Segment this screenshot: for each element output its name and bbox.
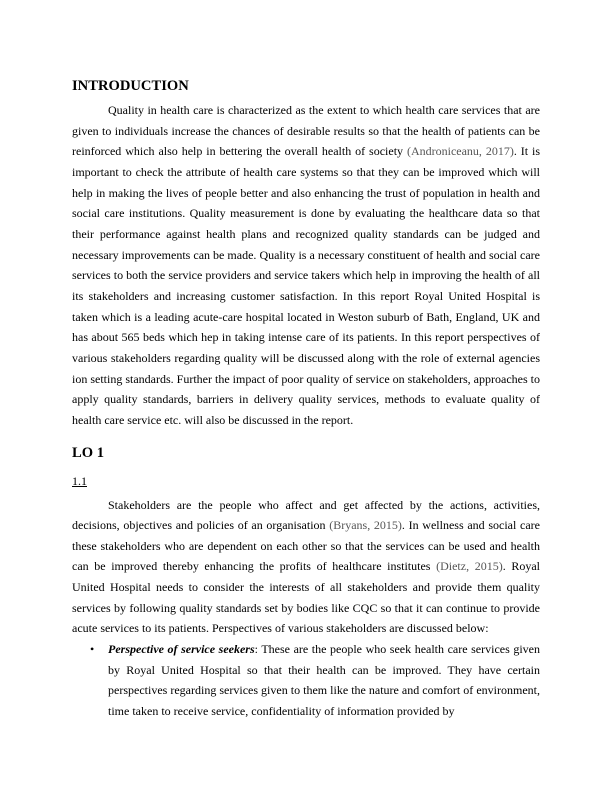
lo1-text-1: Stakeholders are the people who affect and get affected by the actions, activities, decisions, objectives and policies of an organisation [72,497,540,533]
lo1-text-2: . In wellness and social care these stakeholders who are dependent on each other so that the services can be used and health can be improved thereby enhancing the profits of healthcare institutes [72,518,540,574]
lo1-text-3: . Royal United Hospital needs to consider the interests of all stakeholders and provide them quality services by following quality standards set by bodies like CQC so that it can continue to provide acute services to its patients. Perspectives of various stakeholders are discussed below: [72,559,540,636]
stakeholder-perspective-list [72,639,540,722]
document-page [72,76,540,722]
citation-bryans: (Bryans, 2015) [329,518,402,533]
list-item [90,639,541,722]
introduction-heading: INTRODUCTION [72,78,189,94]
section-1-1-heading: 1.1 [72,473,87,488]
intro-text-2: . It is important to check the attribute of health care systems so that they can be improved which will help in making the lives of people better and also enhancing the trust of population in health and social care institutions. Quality measurement is done by evaluating the healthcare data so that their performance against health plans and recognized quality standards can be judged and necessary improvements can be made. Quality is a necessary constituent of health and social care services to both the service providers and service takers which help in improving the health of all its stakeholders and increasing customer satisfaction. In this report Royal United Hospital is taken which is a leading acute-care hospital located in Weston suburb of Bath, England, UK and has about 565 beds which hep in taking intense care of its patients. In this report perspectives of various stakeholders regarding quality will be discussed along with the role of external agencies ion setting standards. Further the impact of poor quality of service on stakeholders, approaches to apply quality standards, barriers in delivery quality services, methods to evaluate quality of health care service etc. will also be discussed in the report. [72,144,541,427]
citation-dietz: (Dietz, 2015) [436,559,503,574]
citation-androniceanu: (Androniceanu, 2017) [406,144,514,159]
introduction-paragraph [72,100,540,431]
intro-text-1: Quality in health care is characterized as the extent to which health care services that are given to individuals increase the chances of desirable results so that the health of patients can be reinforced which also help in bettering the overall health of society [72,103,540,159]
bullet-title: Perspective of service seekers [108,642,255,657]
lo1-heading: LO 1 [72,444,105,461]
stakeholders-paragraph [72,495,540,640]
bullet-icon: • [90,642,95,657]
bullet-text: : These are the people who seek health care services given by Royal United Hospital so that their health can be improved. They have certain perspectives regarding services given to them like the nature and comfort of environment, time taken to receive service, confidentiality of information provided by [108,642,541,719]
